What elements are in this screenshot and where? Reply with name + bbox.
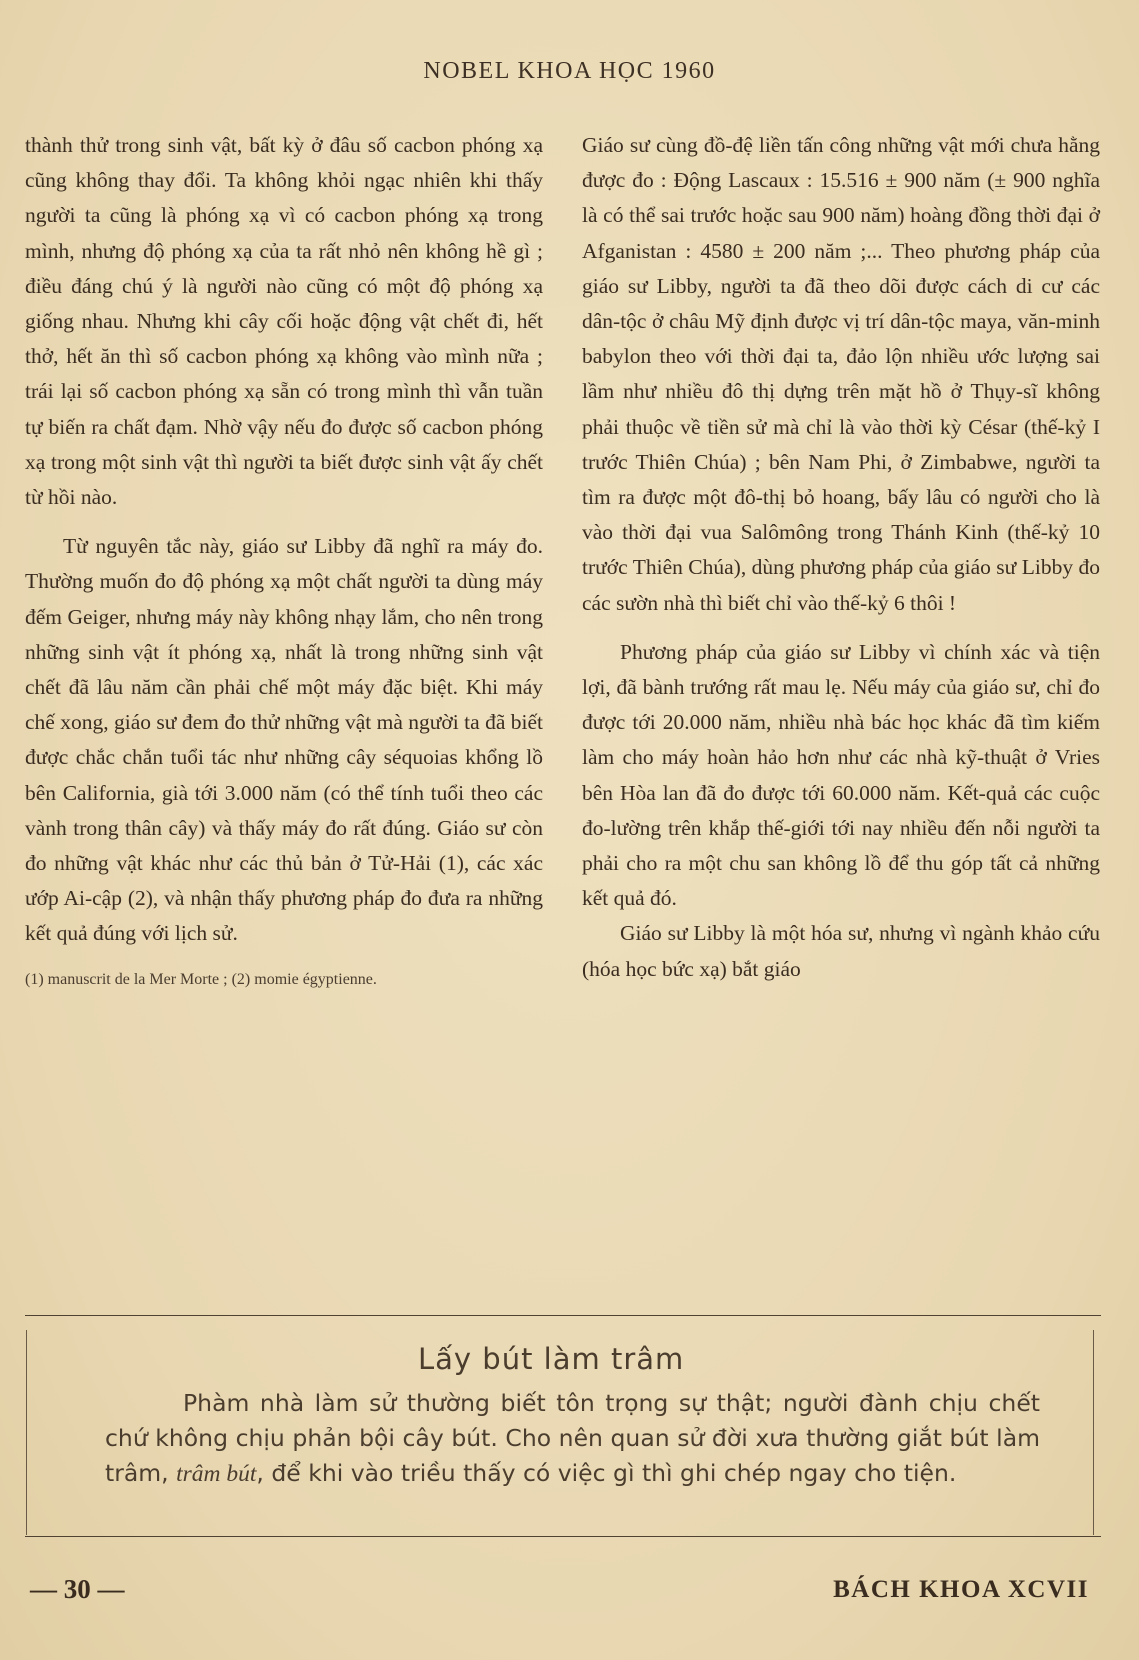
right-paragraph-1: Giáo sư cùng đồ-đệ liền tấn công những vật mới chưa hằng được đo : Động Lascaux : 15.516 ± 900 năm (± 900 nghĩa là có thể sai trước hoặc sau 900 năm) hoàng đồng thời đại ở Afganistan : 4580 ± 200 năm ;... Theo phương pháp của giáo sư Libby, người ta đã theo dõi được cách di cư các dân-tộc ở châu Mỹ định được vị trí dân-tộc maya, văn-minh babylon theo với thời đại ta, đảo lộn nhiều ước lượng sai lầm như nhiều đô thị dựng trên mặt hồ ở Thụy-sĩ không phải thuộc về tiền sử mà chỉ là vào thời kỳ César (thế-kỷ I trước Thiên Chúa) ; bên Nam Phi, ở Zimbabwe, người ta tìm ra được một đô-thị bỏ hoang, bấy lâu có người cho là vào thời đại vua Salômông trong Thánh Kinh (thế-kỷ 10 trước Thiên Chúa), dùng phương pháp của giáo sư Libby đo các sườn nhà thì biết chỉ vào thế-kỷ 6 thôi ! (582, 133, 1100, 615)
right-column (582, 128, 1100, 987)
right-paragraph-3: Giáo sư Libby là một hóa sư, nhưng vì ngành khảo cứu (hóa học bức xạ) bắt giáo (582, 921, 1100, 981)
right-paragraph-2: Phương pháp của giáo sư Libby vì chính xác và tiện lợi, đã bành trướng rất mau lẹ. Nếu máy của giáo sư, chỉ đo được tới 20.000 năm, nhiều nhà bác học khác đã tìm kiếm làm cho máy hoàn hảo hơn như các nhà kỹ-thuật ở Vries bên Hòa lan đã đo được tới 60.000 năm. Kết-quả các cuộc đo-lường trên khắp thế-giới tới nay nhiều đến nỗi người ta phải cho ra một chu san không lồ để thu góp tất cả những kết quả đó. (582, 639, 1100, 911)
box-top-rule (25, 1315, 1101, 1316)
left-column (25, 128, 543, 994)
page-number: — 30 — (30, 1574, 125, 1604)
box-text-before: Phàm nhà làm sử thường biết tôn trọng sự thật; người đành chịu chết chứ không chịu phản bội cây bút. Cho nên quan sử đời xưa thường giắt bút làm trâm, (105, 1389, 1040, 1487)
box-bottom-rule (25, 1536, 1101, 1537)
box-text (105, 1386, 1040, 1492)
left-paragraph-1: thành thử trong sinh vật, bất kỳ ở đâu số cacbon phóng xạ cũng không thay đổi. Ta không khỏi ngạc nhiên khi thấy người ta cũng là phóng xạ vì có cacbon phóng xạ trong mình, nhưng độ phóng xạ của ta rất nhỏ nên không hề gì ; điều đáng chú ý là người nào cũng có một độ phóng xạ giống nhau. Nhưng khi cây cối hoặc động vật chết đi, hết thở, hết ăn thì số cacbon phóng xạ không vào mình nữa ; trái lại số cacbon phóng xạ sẵn có trong mình thì vẫn tuần tự biến ra chất đạm. Nhờ vậy nếu đo được số cacbon phóng xạ trong một sinh vật thì người ta biết được sinh vật ấy chết từ hồi nào. (25, 133, 543, 510)
footnote: (1) manuscrit de la Mer Morte ; (2) momie égyptienne. (25, 970, 377, 988)
left-paragraph-2: Từ nguyên tắc này, giáo sư Libby đã nghĩ ra máy đo. Thường muốn đo độ phóng xạ một chất người ta dùng máy đếm Geiger, nhưng máy này không nhạy lắm, cho nên trong những sinh vật ít phóng xạ, nhất là trong những sinh vật chết đã lâu năm cần phải chế một máy đặc biệt. Khi máy chế xong, giáo sư đem đo thử những vật mà người ta đã biết được chắc chắn tuổi tác như những cây séquoias khổng lồ bên California, già tới 3.000 năm (có thể tính tuổi theo các vành trong thân cây) và thấy máy đo rất đúng. Giáo sư còn đo những vật khác như các thủ bản ở Tử-Hải (1), các xác ướp Ai-cập (2), và nhận thấy phương pháp đo đưa ra những kết quả đúng với lịch sử. (25, 534, 543, 946)
box-text-after: , để khi vào triều thấy có việc gì thì ghi chép ngay cho tiện. (256, 1459, 957, 1487)
running-foot: BÁCH KHOA XCVII (833, 1576, 1089, 1603)
box-title: Lấy bút làm trâm (418, 1342, 685, 1376)
running-head: NOBEL KHOA HỌC 1960 (423, 58, 716, 84)
box-text-italic: trâm bút (176, 1461, 257, 1487)
